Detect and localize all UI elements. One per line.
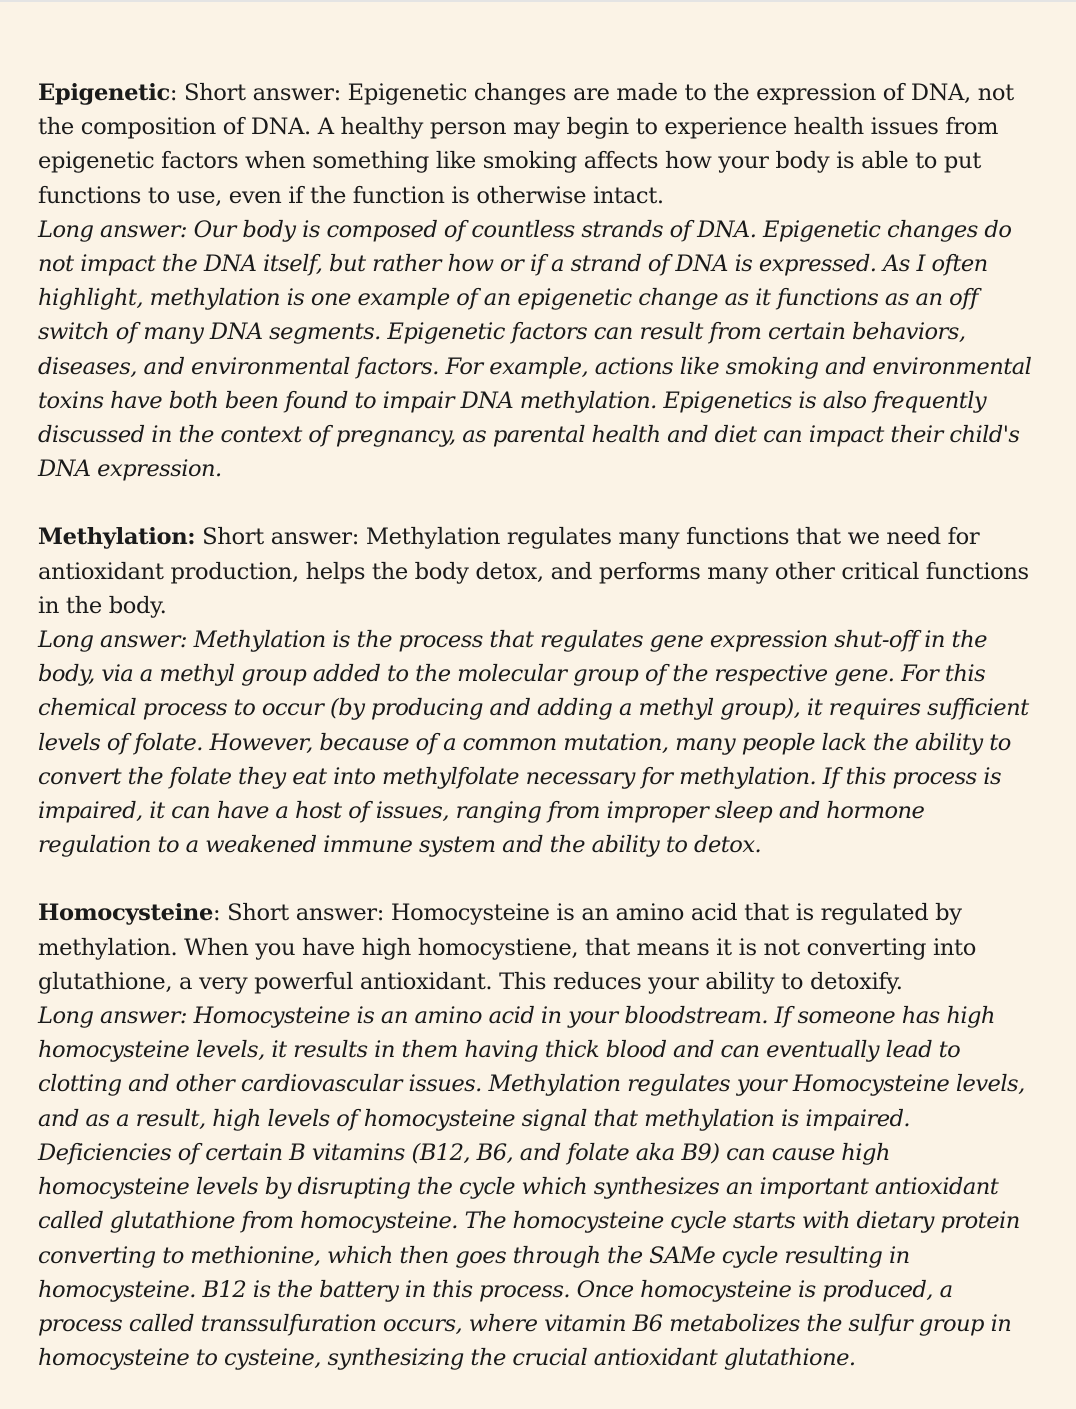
glossary-entry-epigenetic xyxy=(38,76,1040,486)
long-answer: Long answer: Homocysteine is an amino acid in your bloodstream. If someone has high homocysteine levels, it results in them having thick blood and can eventually lead to clotting and other cardiovascular issues. Methylation regulates your Homocysteine levels, and as a result, high levels of homocysteine signal that methylation is impaired. Deficiencies of certain B vitamins (B12, B6, and folate aka B9) can cause high homocysteine levels by disrupting the cycle which synthesizes an important antioxidant called glutathione from homocysteine. The homocysteine cycle starts with dietary protein converting to methionine, which then goes through the SAMe cycle resulting in homocysteine. B12 is the battery in this process. Once homocysteine is produced, a process called transsulfuration occurs, where vitamin B6 metabolizes the sulfur group in homocysteine to cysteine, synthesizing the crucial antioxidant glutathione. xyxy=(38,1003,1025,1372)
glossary-entry-homocysteine xyxy=(38,896,1040,1375)
term-heading: Homocysteine xyxy=(38,900,213,927)
short-answer-text: Short answer: Homocysteine is an amino acid that is regulated by methylation. When you have high homocystiene, that means it is not converting into glutathione, a very powerful antioxidant. This reduces your ability to detoxify. xyxy=(38,900,977,995)
long-answer: Long answer: Methylation is the process that regulates gene expression shut-off in the body, via a methyl group added to the molecular group of the respective gene. For this chemical process to occur (by producing and adding a methyl group), it requires sufficient levels of folate. However, because of a common mutation, many people lack the ability to convert the folate they eat into methylfolate necessary for methylation. If this process is impaired, it can have a host of issues, ranging from improper sleep and hormone regulation to a weakened immune system and the ability to detox. xyxy=(38,627,1029,859)
term-heading: Methylation: xyxy=(38,524,196,551)
short-answer-text: Short answer: Epigenetic changes are made to the expression of DNA, not the composition of DNA. A healthy person may begin to experience health issues from epigenetic factors when something like smoking affects how your body is able to put functions to use, even if the function is otherwise intact. xyxy=(38,80,1014,209)
term-separator: : xyxy=(213,900,228,927)
long-answer: Long answer: Our body is composed of countless strands of DNA. Epigenetic changes do not impact the DNA itself, but rather how or if a strand of DNA is expressed. As I often highlight, methylation is one example of an epigenetic change as it functions as an off switch of many DNA segments. Epigenetic factors can result from certain behaviors, diseases, and environmental factors. For example, actions like smoking and environmental toxins have both been found to impair DNA methylation. Epigenetics is also frequently discussed in the context of pregnancy, as parental health and diet can impact their child's DNA expression. xyxy=(38,216,1032,483)
short-answer xyxy=(38,520,1040,623)
glossary-content xyxy=(38,76,1040,1409)
term-heading: Epigenetic xyxy=(38,80,170,106)
short-answer-text: Short answer: Methylation regulates many functions that we need for antioxidant production, helps the body detox, and performs many other critical functions in the body. xyxy=(38,524,1029,619)
glossary-entry-methylation xyxy=(38,520,1040,862)
short-answer xyxy=(38,76,1040,213)
term-separator: : xyxy=(169,80,184,106)
short-answer xyxy=(38,896,1040,999)
